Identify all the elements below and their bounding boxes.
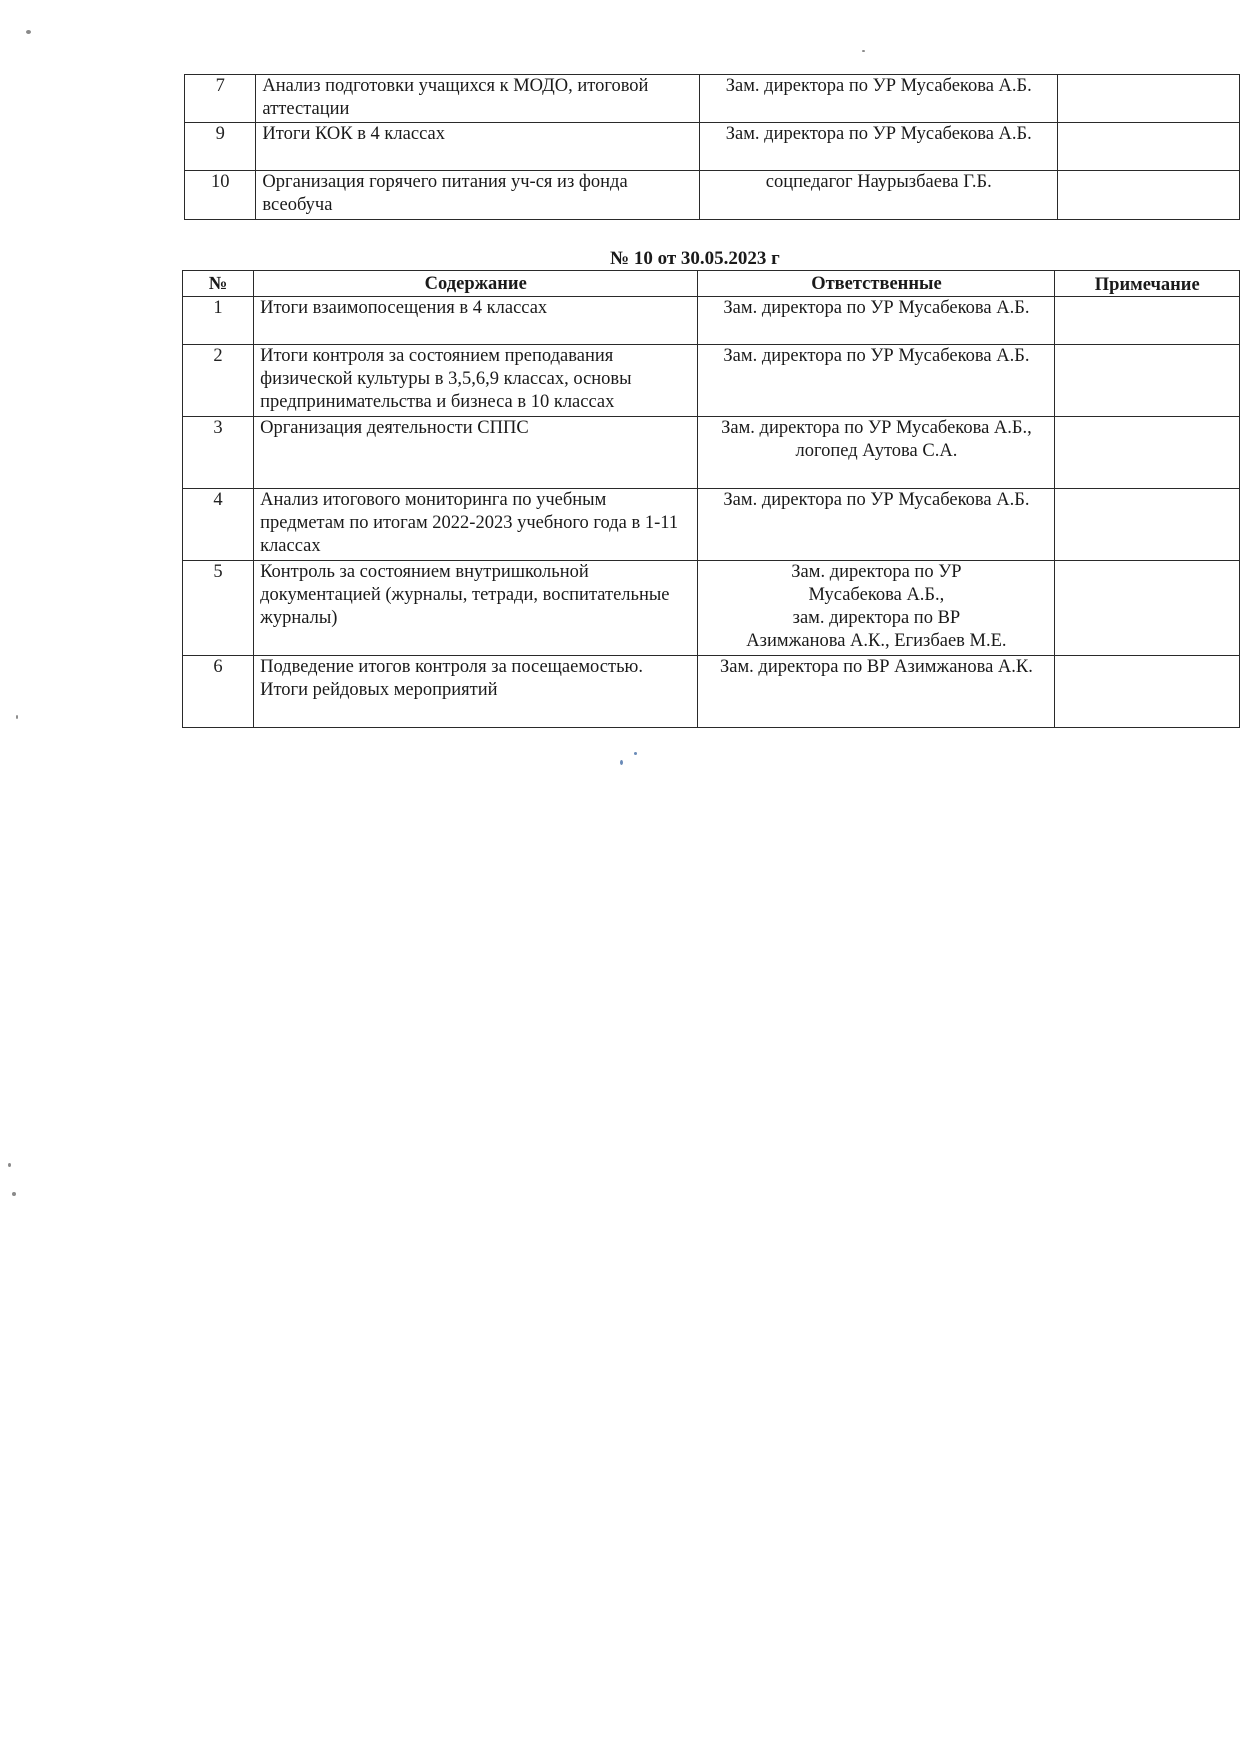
scan-speck <box>8 1163 11 1167</box>
scan-speck <box>862 50 865 52</box>
row-content: Организация горячего питания уч-ся из фонда всеобуча <box>256 171 700 220</box>
row-number: 9 <box>185 123 256 171</box>
row-note <box>1055 561 1240 656</box>
scan-speck <box>26 30 31 34</box>
row-responsible: соцпедагог Наурызбаева Г.Б. <box>700 171 1058 220</box>
plan-table <box>182 270 1240 728</box>
row-note <box>1055 297 1240 345</box>
row-responsible <box>698 561 1055 656</box>
row-responsible: Зам. директора по УР Мусабекова А.Б. <box>700 75 1058 123</box>
row-content: Анализ итогового мониторинга по учебным предметам по итогам 2022-2023 учебного года в 1-11 классах <box>254 489 698 561</box>
row-number: 6 <box>183 656 254 728</box>
row-responsible: Зам. директора по УР Мусабекова А.Б., логопед Аутова С.А. <box>698 417 1055 489</box>
responsible-line: Азимжанова А.К., Егизбаев М.Е. <box>746 631 1007 651</box>
scan-speck <box>12 1192 16 1196</box>
row-responsible: Зам. директора по ВР Азимжанова А.К. <box>698 656 1055 728</box>
table-row <box>185 123 1240 171</box>
plan-table-continued <box>184 74 1240 220</box>
row-note <box>1055 489 1240 561</box>
row-number: 7 <box>185 75 256 123</box>
row-note <box>1058 75 1240 123</box>
row-number: 1 <box>183 297 254 345</box>
responsible-line: Зам. директора по УР <box>791 562 962 582</box>
row-note <box>1055 656 1240 728</box>
row-responsible: Зам. директора по УР Мусабекова А.Б. <box>698 345 1055 417</box>
header-responsible: Ответственные <box>698 271 1055 297</box>
row-content: Итоги взаимопосещения в 4 классах <box>254 297 698 345</box>
row-content <box>254 656 698 728</box>
table-row <box>183 489 1240 561</box>
table-row <box>183 561 1240 656</box>
row-content: Анализ подготовки учащихся к МОДО, итоговой аттестации <box>256 75 700 123</box>
scan-speck <box>16 715 18 719</box>
row-responsible: Зам. директора по УР Мусабекова А.Б. <box>698 297 1055 345</box>
table-row <box>185 75 1240 123</box>
row-content: Контроль за состоянием внутришкольной документацией (журналы, тетради, воспитательные журналы) <box>254 561 698 656</box>
row-note <box>1058 123 1240 171</box>
row-number: 4 <box>183 489 254 561</box>
content-line: Подведение итогов контроля за посещаемостью. <box>260 657 643 677</box>
row-content: Итоги контроля за состоянием преподавания физической культуры в 3,5,6,9 классах, основы предпринимательства и бизнеса в 10 классах <box>254 345 698 417</box>
row-number: 10 <box>185 171 256 220</box>
header-content: Содержание <box>254 271 698 297</box>
header-number: № <box>183 271 254 297</box>
row-note <box>1058 171 1240 220</box>
table-row <box>185 171 1240 220</box>
row-number: 3 <box>183 417 254 489</box>
row-responsible: Зам. директора по УР Мусабекова А.Б. <box>700 123 1058 171</box>
responsible-line: зам. директора по ВР <box>792 608 961 628</box>
content-line: Итоги рейдовых мероприятий <box>260 680 498 700</box>
table-row <box>183 345 1240 417</box>
scan-speck <box>620 760 623 765</box>
responsible-line: Мусабекова А.Б., <box>808 585 945 605</box>
row-content: Итоги КОК в 4 классах <box>256 123 700 171</box>
table-row <box>183 297 1240 345</box>
row-note <box>1055 417 1240 489</box>
table-row <box>183 417 1240 489</box>
row-number: 2 <box>183 345 254 417</box>
scan-speck <box>634 752 637 755</box>
header-note: Примечание <box>1055 271 1240 297</box>
table-row <box>183 656 1240 728</box>
row-content: Организация деятельности СППС <box>254 417 698 489</box>
table-header-row <box>183 271 1240 297</box>
row-note <box>1055 345 1240 417</box>
section-title: № 10 от 30.05.2023 г <box>610 248 780 269</box>
row-number: 5 <box>183 561 254 656</box>
row-responsible: Зам. директора по УР Мусабекова А.Б. <box>698 489 1055 561</box>
